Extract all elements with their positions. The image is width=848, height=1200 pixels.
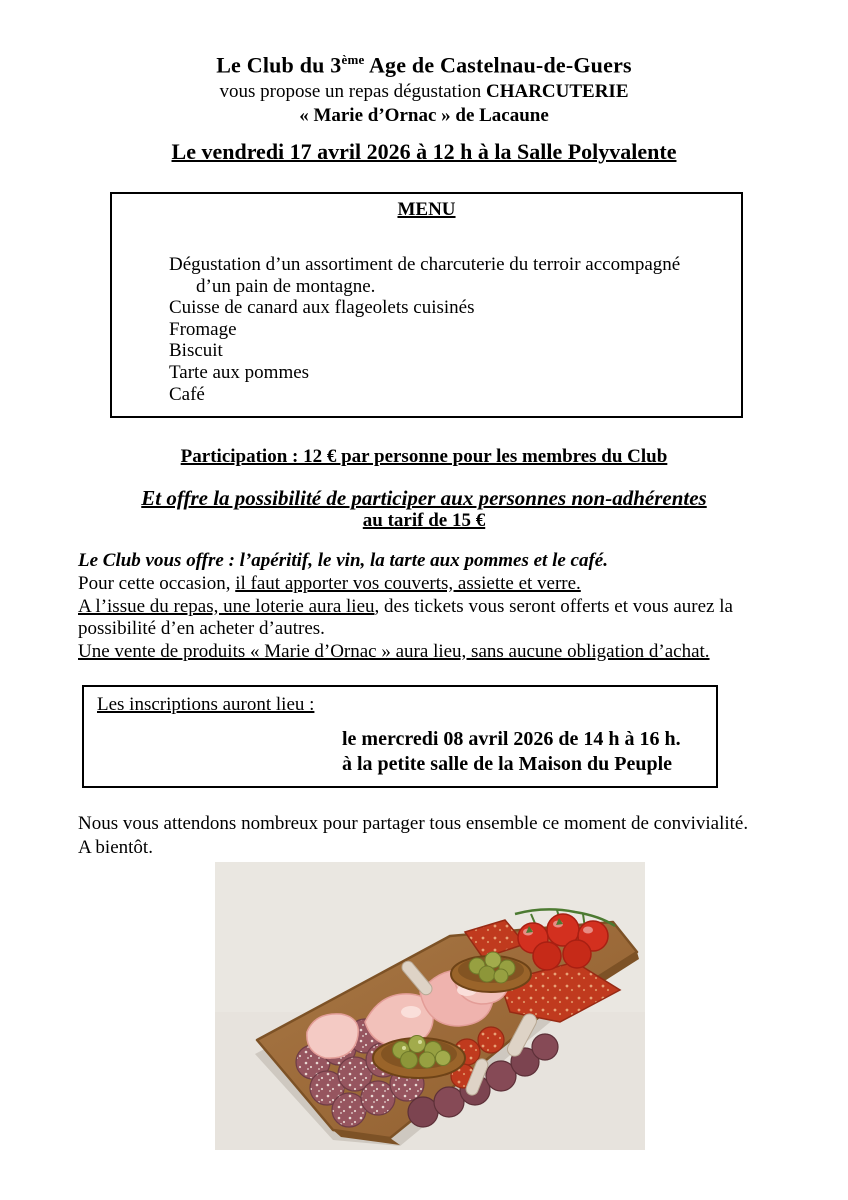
- menu-item-continuation: d’un pain de montagne.: [196, 275, 376, 297]
- participation-non-members-text: Et offre la possibilité de participer aux personnes non-adhérentes: [141, 486, 707, 510]
- loterie-line: [78, 596, 778, 642]
- event-date-heading: [0, 139, 848, 165]
- inscriptions-box: [82, 685, 718, 788]
- occasion-line: [78, 573, 778, 596]
- menu-box: [110, 192, 743, 418]
- info-paragraph: [78, 550, 778, 664]
- header: [0, 52, 848, 127]
- vente-line: [78, 641, 778, 664]
- menu-heading-text: MENU: [397, 199, 456, 220]
- charcuterie-board-photo: [215, 862, 645, 1150]
- closing-line1: Nous vous attendons nombreux pour partager tous ensemble ce moment de convivialité.: [78, 813, 749, 834]
- participation-non-members: [0, 486, 848, 511]
- vente-underlined: Une vente de produits « Marie d’Ornac » aura lieu, sans aucune obligation d’achat.: [78, 641, 710, 663]
- closing-line2: A bientôt.: [78, 836, 153, 858]
- subtitle-pre: vous propose un repas dégustation: [219, 81, 486, 103]
- charcuterie-photo-svg: [215, 862, 645, 1150]
- inscriptions-intro-text: Les inscriptions auront lieu :: [97, 694, 315, 715]
- inscriptions-when: le mercredi 08 avril 2026 de 14 h à 16 h.: [342, 728, 681, 750]
- inscriptions-where: à la petite salle de la Maison du Peuple: [342, 753, 672, 775]
- occasion-underlined: il faut apporter vos couverts, assiette et verre.: [235, 572, 581, 594]
- participation-members: [0, 446, 848, 468]
- loterie-post: , des tickets vous seront offerts et vous aurez la possibilité d’en acheter d’autres.: [78, 595, 733, 640]
- menu-item: Fromage: [169, 318, 237, 340]
- menu-item: Café: [169, 383, 205, 405]
- menu-item: Tarte aux pommes: [169, 361, 310, 383]
- menu-heading: [112, 199, 741, 221]
- inscriptions-details: [342, 727, 716, 777]
- menu-item: Dégustation d’un assortiment de charcuterie du terroir accompagné: [169, 254, 681, 275]
- occasion-pre: Pour cette occasion,: [78, 572, 236, 594]
- menu-item: Cuisse de canard aux flageolets cuisinés: [169, 297, 475, 319]
- title-pre: Le Club du 3: [216, 52, 342, 78]
- closing-paragraph: [78, 812, 798, 859]
- subtitle-brand: « Marie d’Ornac » de Lacaune: [299, 105, 549, 127]
- title-post: Age de Castelnau-de-Guers: [364, 52, 632, 78]
- menu-items: [169, 254, 729, 405]
- menu-item: Biscuit: [169, 340, 223, 362]
- participation-tarif-text: au tarif de 15 €: [362, 510, 486, 531]
- club-offer-line: Le Club vous offre : l’apéritif, le vin, la tarte aux pommes et le café.: [78, 550, 608, 571]
- page-title: [0, 52, 848, 78]
- participation-tarif: [0, 510, 848, 532]
- title-superscript: ème: [341, 52, 365, 67]
- inscriptions-intro: [97, 694, 716, 716]
- loterie-underlined: A l’issue du repas, une loterie aura lieu: [78, 595, 375, 617]
- participation-members-text: Participation : 12 € par personne pour les membres du Club: [180, 446, 668, 467]
- subtitle: [0, 81, 848, 103]
- event-date-text: Le vendredi 17 avril 2026 à 12 h à la Salle Polyvalente: [171, 139, 677, 164]
- subtitle-charcuterie: CHARCUTERIE: [485, 81, 629, 103]
